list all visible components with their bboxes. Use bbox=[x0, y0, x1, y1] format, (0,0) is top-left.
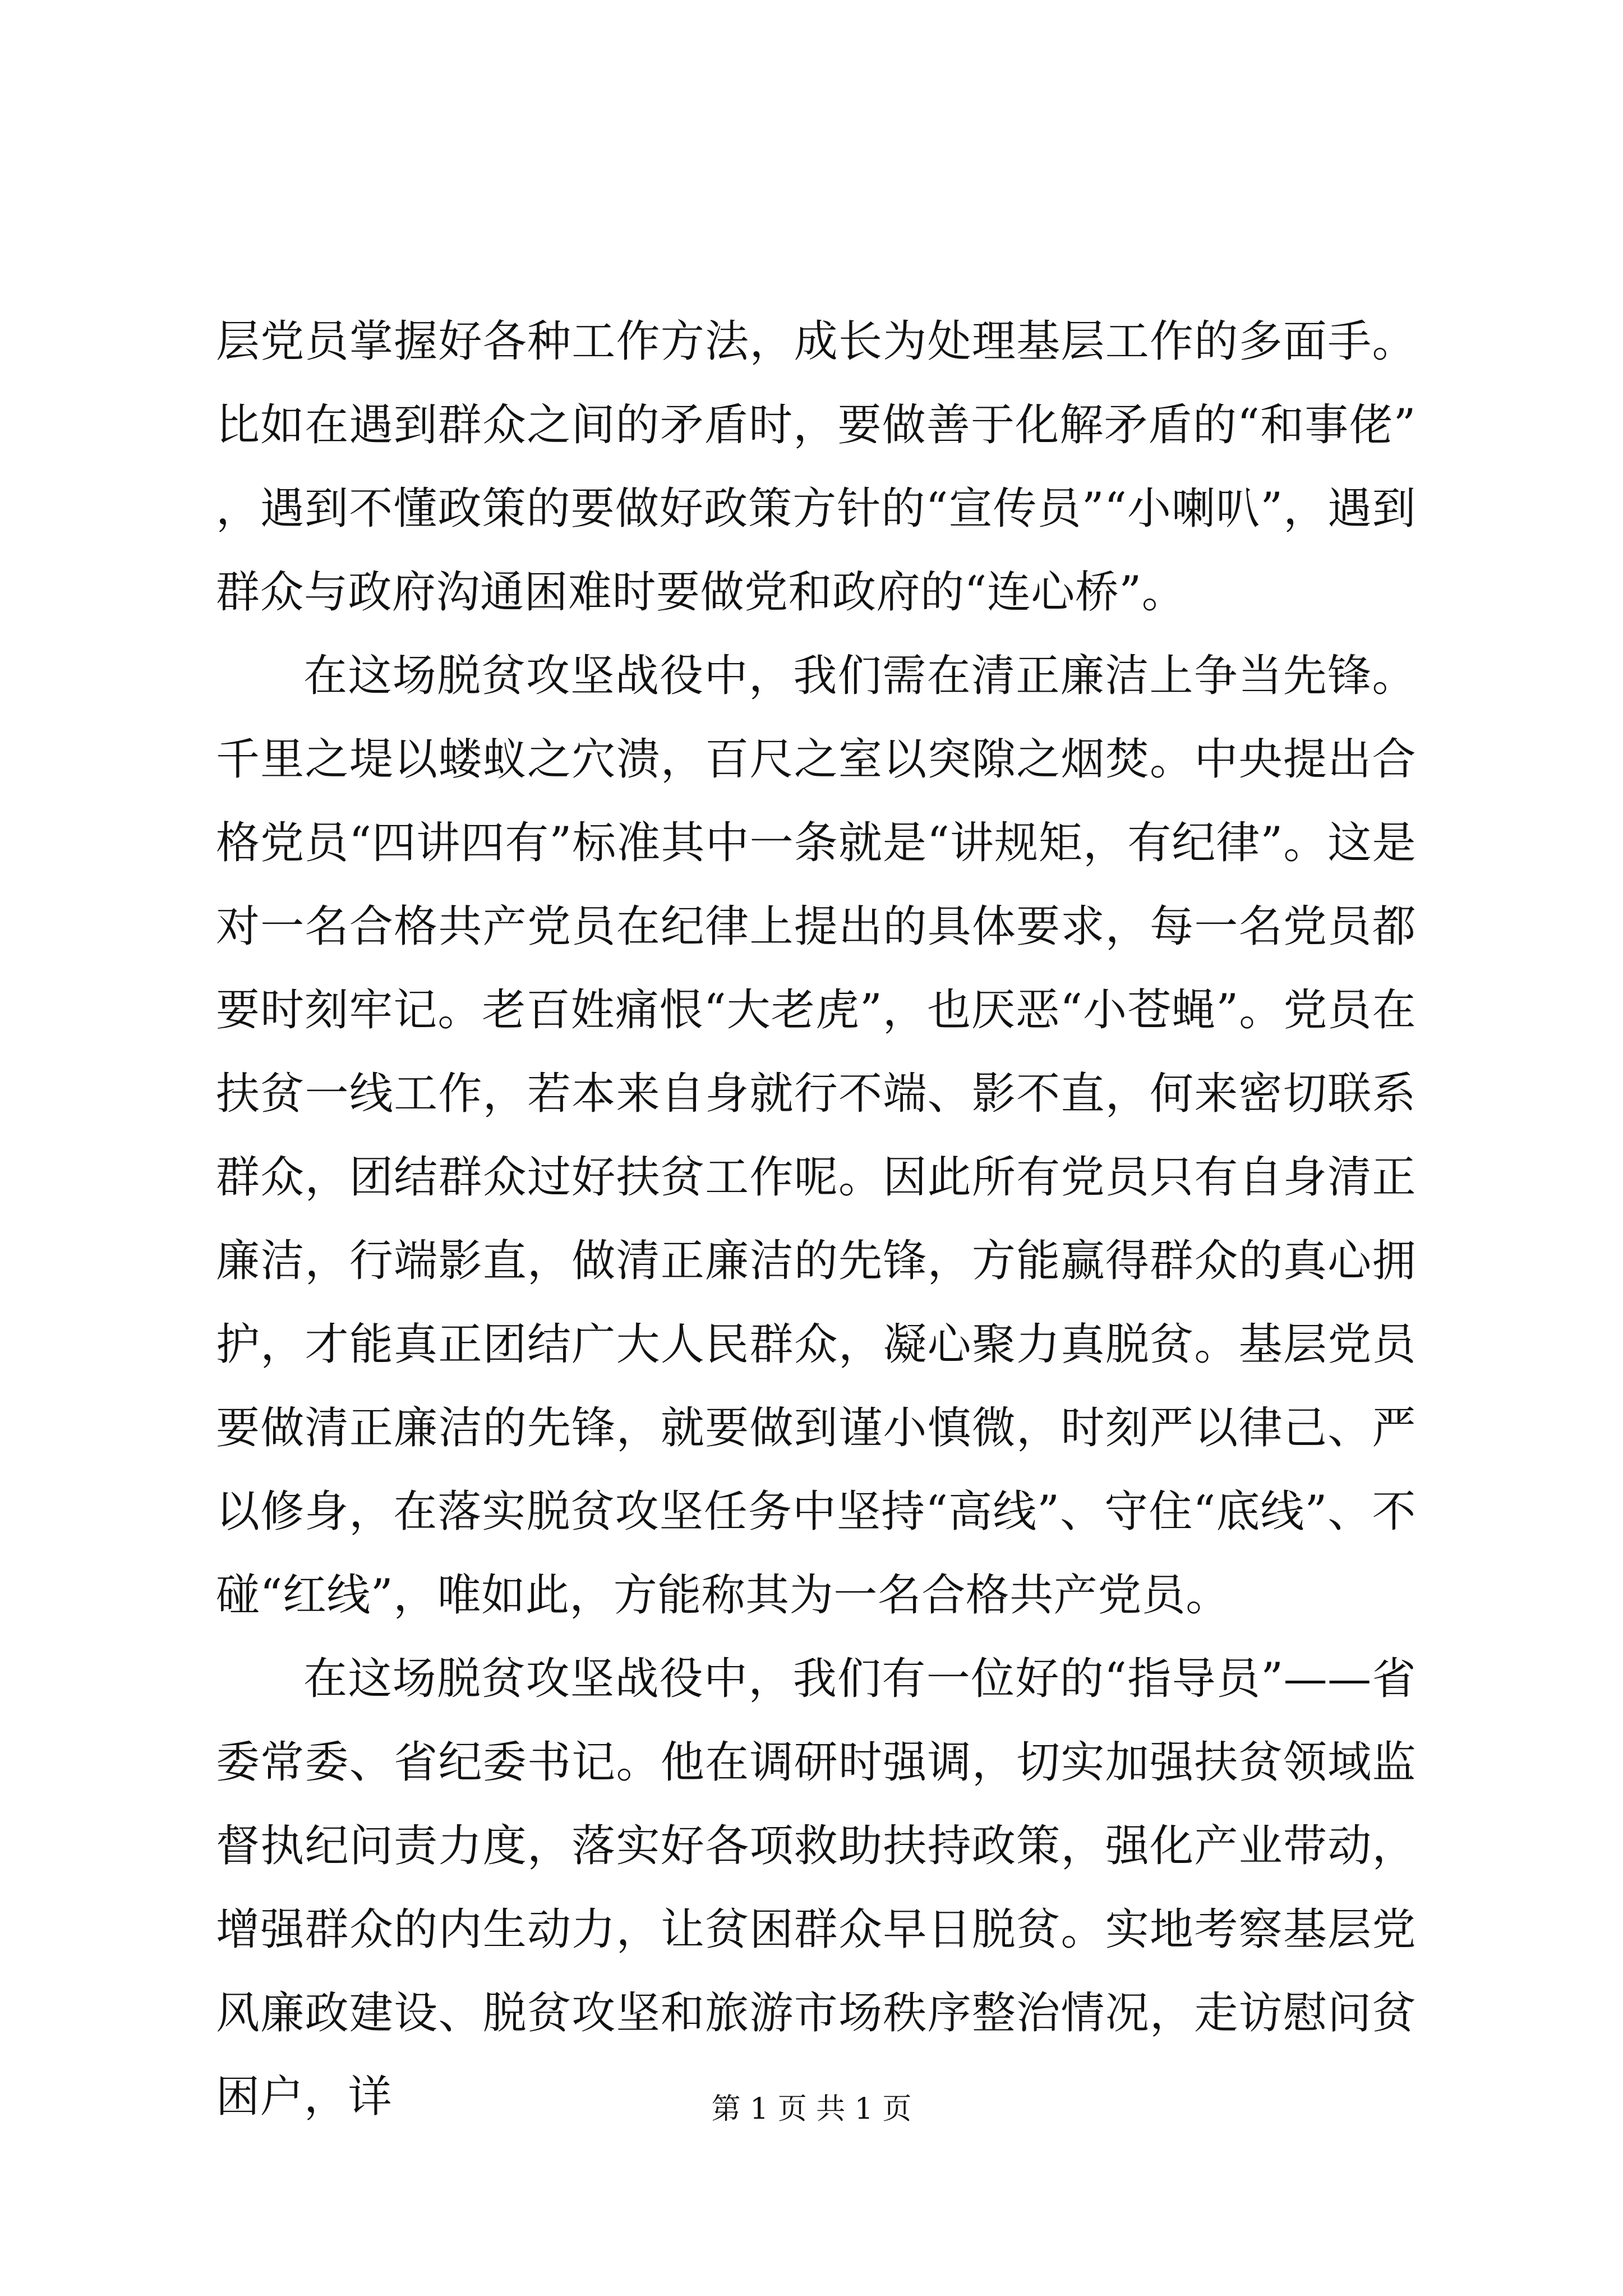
paragraph-integrity: 在这场脱贫攻坚战役中，我们需在清正廉洁上争当先锋。千里之堤以蝼蚁之穴溃，百尺之室以突隙之烟焚。中央提出合格党员“四讲四有”标准其中一条就是“讲规矩，有纪律”。这是对一名合格共产党员在纪律上提出的具体要求，每一名党员都要时刻牢记。老百姓痛恨“大老虎”，也厌恶“小苍蝇”。党员在扶贫一线工作，若本来自身就行不端、影不直，何来密切联系群众，团结群众过好扶贫工作呢。因此所有党员只有自身清正廉洁，行端影直，做清正廉洁的先锋，方能赢得群众的真心拥护，才能真正团结广大人民群众，凝心聚力真脱贫。基层党员要做清正廉洁的先锋，就要做到谨小慎微，时刻严以律己、严以修身，在落实脱贫攻坚任务中坚持“高线”、守住“底线”、不碰“红线”，唯如此，方能称其为一名合格共产党员。 bbox=[216, 651, 1416, 1621]
document-body bbox=[216, 300, 1416, 2139]
paragraph-continuation: 层党员掌握好各种工作方法，成长为处理基层工作的多面手。比如在遇到群众之间的矛盾时，要做善于化解矛盾的“和事佬”，遇到不懂政策的要做好政策方针的“宣传员”“小喇叭”，遇到群众与政府沟通困难时要做党和政府的“连心桥”。 bbox=[216, 316, 1416, 618]
paragraph-instructor: 在这场脱贫攻坚战役中，我们有一位好的“指导员”——省委常委、省纪委书记。他在调研时强调，切实加强扶贫领域监督执纪问责力度，落实好各项救助扶持政策，强化产业带动，增强群众的内生动力，让贫困群众早日脱贫。实地考察基层党风廉政建设、脱贫攻坚和旅游市场秩序整治情况，走访慰问贫困户，详 bbox=[216, 1654, 1416, 2122]
page-number-footer: 第 1 页 共 1 页 bbox=[711, 2092, 912, 2126]
